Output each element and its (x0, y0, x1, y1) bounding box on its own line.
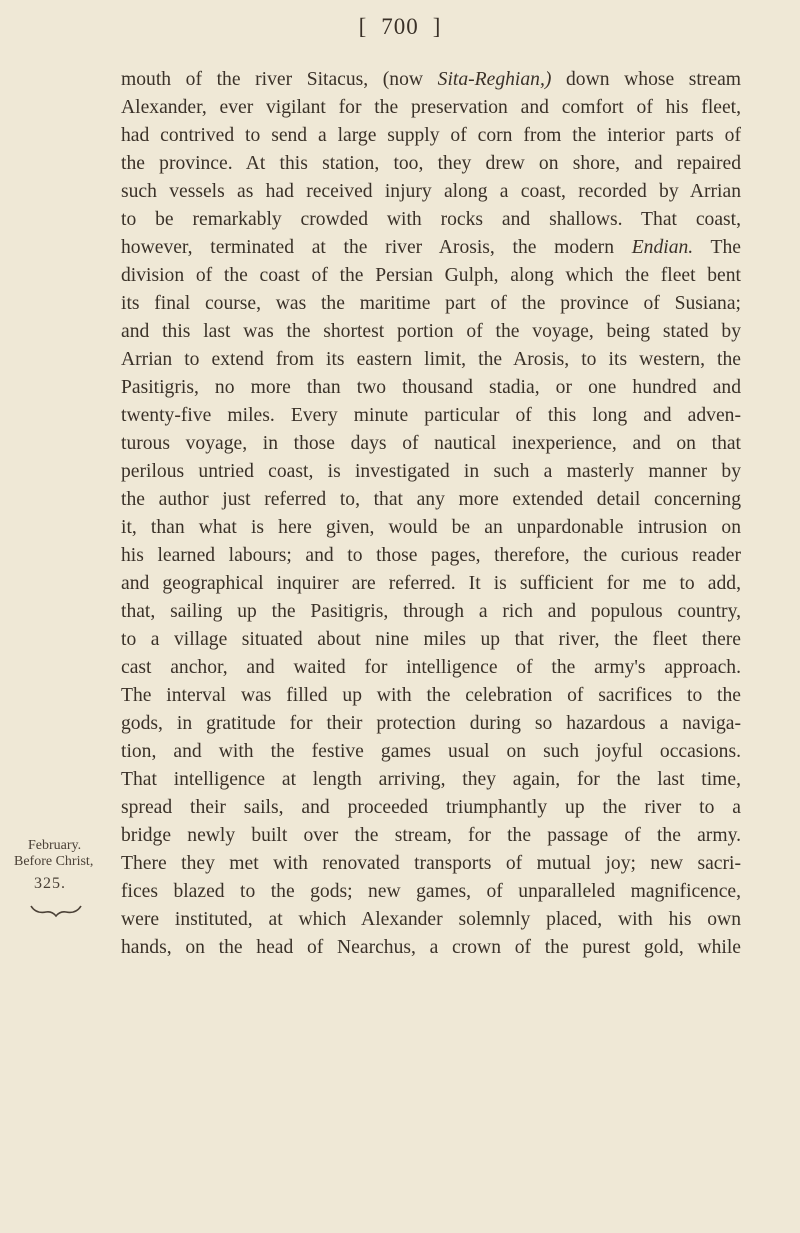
page-number-header (0, 14, 800, 40)
text-line (121, 346, 741, 374)
text-line (121, 486, 741, 514)
text-line-segment: turous voyage, in those days of nautical inexperience, and on that (121, 433, 741, 454)
text-line-segment: mouth of the river Sitacus, (now (121, 69, 438, 90)
text-line (121, 626, 741, 654)
text-line-italic: Sita-Reghian,) (437, 69, 552, 90)
text-line-segment: to be remarkably crowded with rocks and shallows. That coast, (121, 209, 741, 230)
text-line (121, 262, 741, 290)
text-line-segment: twenty-five miles. Every minute particular of this long and adven- (121, 405, 741, 426)
text-line (121, 514, 741, 542)
bracket-close: ] (432, 14, 442, 39)
text-line (121, 682, 741, 710)
text-line-segment: its final course, was the maritime part of the province of Susiana; (121, 293, 741, 314)
text-line-segment: The interval was filled up with the celebration of sacrifices to the (121, 685, 741, 706)
text-line (121, 234, 741, 262)
bracket-open: [ (358, 14, 368, 39)
body-text (121, 66, 741, 962)
margin-note (14, 838, 114, 892)
text-line-segment: it, than what is here given, would be an unpardonable intrusion on (121, 517, 741, 538)
text-line-segment: perilous untried coast, is investigated in such a masterly manner by (121, 461, 741, 482)
text-line (121, 66, 741, 94)
text-line (121, 542, 741, 570)
text-line-segment: Alexander, ever vigilant for the preservation and comfort of his fleet, (121, 97, 741, 118)
text-line-segment: were instituted, at which Alexander solemnly placed, with his own (121, 909, 741, 930)
margin-note-month: February. (28, 838, 82, 853)
text-line (121, 178, 741, 206)
text-line-segment: his learned labours; and to those pages, therefore, the curious reader (121, 545, 741, 566)
text-line (121, 290, 741, 318)
text-line (121, 654, 741, 682)
margin-note-year: 325. (34, 875, 66, 892)
text-line-segment: that, sailing up the Pasitigris, through a rich and populous country, (121, 601, 741, 622)
text-line (121, 710, 741, 738)
text-line-segment: bridge newly built over the stream, for the passage of the army. (121, 825, 741, 846)
text-line-segment: There they met with renovated transports of mutual joy; new sacri- (121, 853, 741, 874)
text-line-segment: had contrived to send a large supply of corn from the interior parts of (121, 125, 741, 146)
text-line-segment: and geographical inquirer are referred. It is sufficient for me to add, (121, 573, 741, 594)
text-line (121, 822, 741, 850)
text-line (121, 934, 741, 962)
text-line-segment: That intelligence at length arriving, they again, for the last time, (121, 769, 741, 790)
text-line (121, 318, 741, 346)
text-line (121, 206, 741, 234)
text-line (121, 906, 741, 934)
text-line-segment: gods, in gratitude for their protection during so hazardous a naviga- (121, 713, 741, 734)
text-line (121, 878, 741, 906)
text-line (121, 738, 741, 766)
text-line-segment: hands, on the head of Nearchus, a crown of the purest gold, while (121, 937, 741, 958)
text-line (121, 766, 741, 794)
text-line-segment: however, terminated at the river Arosis, the modern (121, 237, 632, 258)
margin-note-era: Before Christ, (14, 854, 94, 869)
text-line (121, 850, 741, 878)
text-line-segment: cast anchor, and waited for intelligence of the army's approach. (121, 657, 741, 678)
text-line (121, 150, 741, 178)
text-line-segment: tion, and with the festive games usual on such joyful occasions. (121, 741, 741, 762)
text-line (121, 598, 741, 626)
text-line (121, 374, 741, 402)
text-line (121, 430, 741, 458)
text-line (121, 794, 741, 822)
text-line-segment: and this last was the shortest portion of the voyage, being stated by (121, 321, 741, 342)
text-line-italic: Endian. (631, 237, 694, 258)
page-number: 700 (381, 14, 419, 39)
text-line (121, 122, 741, 150)
text-line-segment: down whose stream (551, 69, 741, 90)
text-line-segment: the province. At this station, too, they drew on shore, and repaired (121, 153, 741, 174)
text-line-segment: Arrian to extend from its eastern limit, the Arosis, to its western, the (121, 349, 741, 370)
text-line-segment: division of the coast of the Persian Gulph, along which the fleet bent (121, 265, 741, 286)
margin-brace-icon (30, 904, 82, 918)
text-line-segment: to a village situated about nine miles up that river, the fleet there (121, 629, 741, 650)
text-line-segment: Pasitigris, no more than two thousand stadia, or one hundred and (121, 377, 741, 398)
text-line-segment: the author just referred to, that any more extended detail concerning (121, 489, 741, 510)
text-line (121, 402, 741, 430)
text-line (121, 570, 741, 598)
text-line-segment: The (693, 237, 741, 258)
text-line-segment: such vessels as had received injury along a coast, recorded by Arrian (121, 181, 741, 202)
text-line (121, 94, 741, 122)
text-line (121, 458, 741, 486)
text-line-segment: spread their sails, and proceeded triumphantly up the river to a (121, 797, 741, 818)
text-line-segment: fices blazed to the gods; new games, of unparalleled magnificence, (121, 881, 741, 902)
